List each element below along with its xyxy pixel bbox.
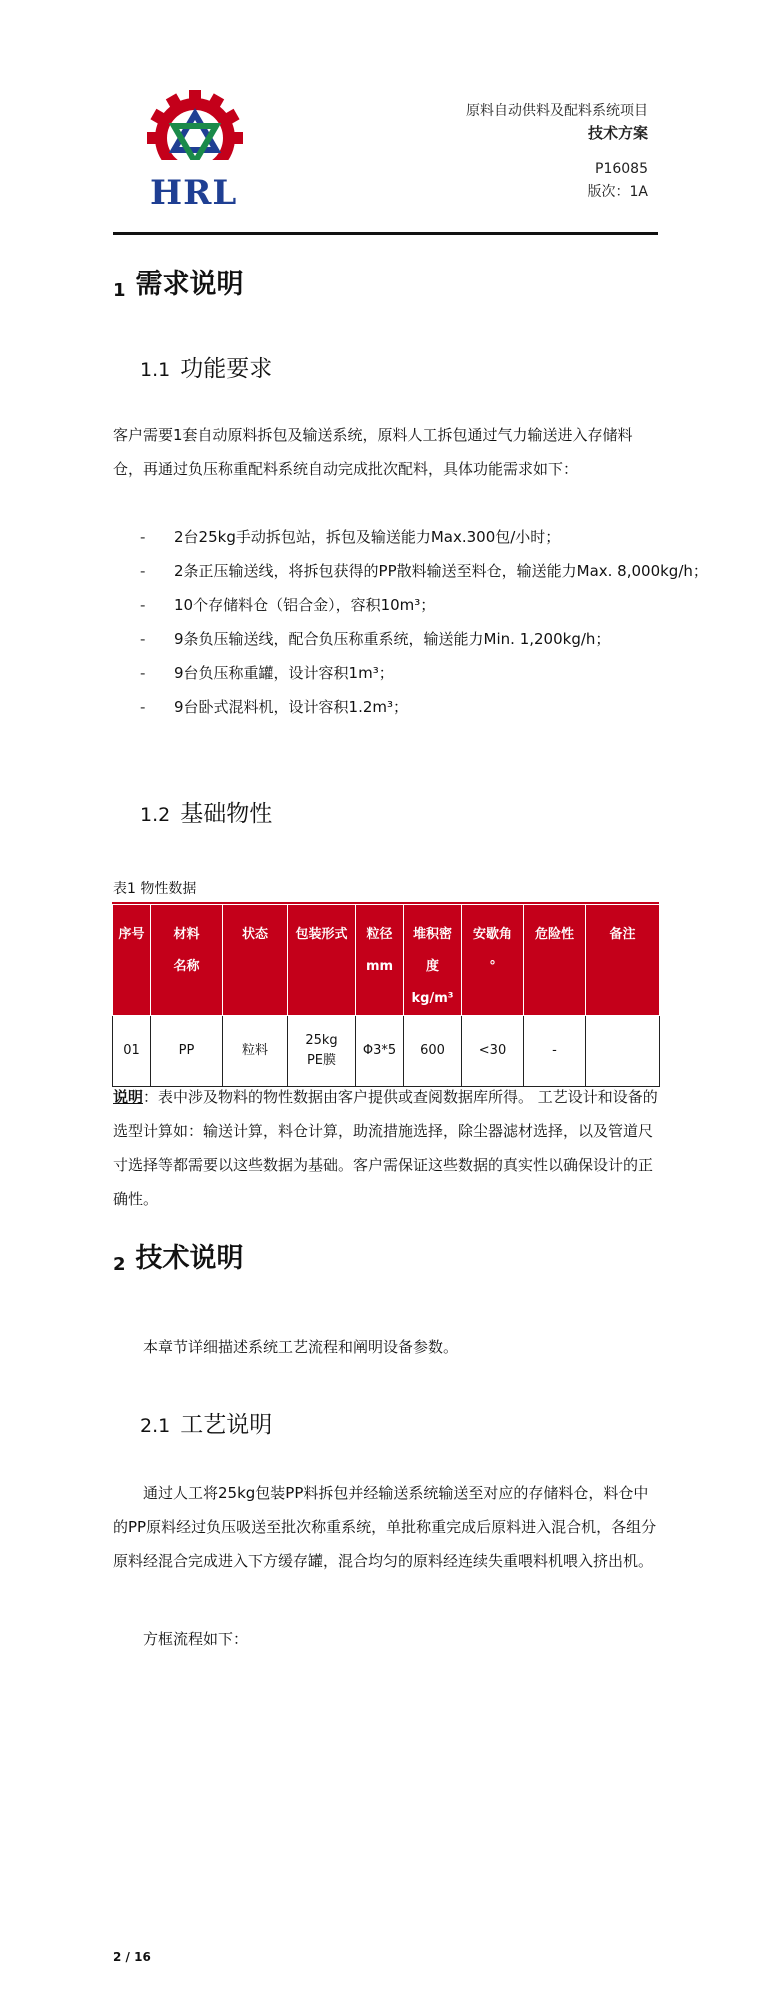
- section-title: 需求说明: [135, 269, 244, 300]
- column-header: 安歇角 °: [462, 905, 524, 1016]
- requirement-list: [140, 520, 708, 724]
- table-header-row: [113, 905, 660, 1016]
- section-title: 技术说明: [135, 1243, 244, 1274]
- list-dash: -: [140, 698, 146, 716]
- flow-label: 方框流程如下：: [143, 1630, 249, 1648]
- list-dash: -: [140, 596, 146, 614]
- table-row: [113, 1016, 660, 1087]
- list-item-text: 10个存储料仓（铝合金），容积10m³；: [174, 596, 436, 614]
- column-header: 材料 名称: [151, 905, 223, 1016]
- section-2-1-heading: [140, 1406, 272, 1439]
- section-2-heading: [113, 1236, 244, 1275]
- list-item: [140, 588, 708, 622]
- section-title: 工艺说明: [180, 1412, 273, 1438]
- list-dash: -: [140, 630, 146, 648]
- requirement-intro: 客户需要1套自动原料拆包及输送系统，原料人工拆包通过气力输送进入存储料仓，再通过负压称重配料系统自动完成批次配料，具体功能需求如下：: [113, 426, 633, 478]
- section-1-1-heading: [140, 350, 272, 383]
- doc-version: 版次：1A: [587, 184, 648, 200]
- section-number: 2: [113, 1254, 126, 1275]
- section-number: 1: [113, 280, 126, 301]
- cell-density: 600: [404, 1016, 462, 1087]
- properties-table: [112, 904, 660, 1087]
- section-number: 2.1: [140, 1415, 171, 1437]
- cell-remark: [586, 1016, 660, 1087]
- list-item-text: 2条正压输送线，将拆包获得的PP散料输送至料仓，输送能力Max. 8,000kg/h；: [174, 562, 708, 580]
- header-rule: [113, 232, 658, 235]
- section-2-intro: 本章节详细描述系统工艺流程和阐明设备参数。: [143, 1338, 459, 1356]
- cell-state: 粒料: [223, 1016, 288, 1087]
- table-caption: 表1 物性数据: [113, 881, 197, 897]
- page-number: 2 / 16: [113, 1950, 151, 1964]
- section-title: 基础物性: [180, 801, 273, 827]
- list-dash: -: [140, 528, 146, 546]
- list-dash: -: [140, 664, 146, 682]
- cell-material: PP: [151, 1016, 223, 1087]
- note-label: 说明: [113, 1088, 144, 1106]
- list-item: [140, 690, 708, 724]
- column-header: 状态: [223, 905, 288, 1016]
- process-description: 通过人工将25kg包装PP料拆包并经输送系统输送至对应的存储料仓，料仓中的PP原料经过负压吸送至批次称重系统，单批称重完成后原料进入混合机，各组分原料经混合完成进入下方缓存罐，混合均匀的原料经连续失重喂料机喂入挤出机。: [113, 1484, 657, 1570]
- cell-size: Φ3*5: [356, 1016, 404, 1087]
- doc-subtitle: 技术方案: [587, 124, 648, 142]
- project-title: 原料自动供料及配料系统项目: [466, 103, 648, 119]
- list-dash: -: [140, 562, 146, 580]
- note-text: ：表中涉及物料的物性数据由客户提供或查阅数据库所得。 工艺设计和设备的选型计算如：输送计算，料仓计算，助流措施选择，除尘器滤材选择，以及管道尺寸选择等都需要以这些数据为基础。客户需保证这些数据的真实性以确保设计的正确性。: [113, 1088, 658, 1208]
- cell-no: 01: [113, 1016, 151, 1087]
- column-header: 备注: [586, 905, 660, 1016]
- section-number: 1.2: [140, 804, 171, 826]
- section-1-2-heading: [140, 795, 272, 828]
- column-header: 包装形式: [288, 905, 356, 1016]
- list-item: [140, 622, 708, 656]
- cell-angle: <30: [462, 1016, 524, 1087]
- list-item-text: 9条负压输送线，配合负压称重系统，输送能力Min. 1,200kg/h；: [174, 630, 611, 648]
- column-header: 堆积密度 kg/m³: [404, 905, 462, 1016]
- table-note: [113, 1080, 661, 1216]
- column-header: 危险性: [524, 905, 586, 1016]
- list-item: [140, 656, 708, 690]
- doc-number: P16085: [595, 161, 648, 177]
- cell-hazard: -: [524, 1016, 586, 1087]
- list-item: [140, 520, 708, 554]
- column-header: 粒径 mm: [356, 905, 404, 1016]
- logo-text: HRL: [150, 173, 238, 213]
- cell-packing: 25kg PE膜: [288, 1016, 356, 1087]
- list-item: [140, 554, 708, 588]
- section-title: 功能要求: [180, 356, 273, 382]
- section-1-heading: [113, 262, 244, 301]
- section-number: 1.1: [140, 359, 171, 381]
- list-item-text: 9台负压称重罐，设计容积1m³；: [174, 664, 394, 682]
- list-item-text: 9台卧式混料机，设计容积1.2m³；: [174, 698, 409, 716]
- list-item-text: 2台25kg手动拆包站，拆包及输送能力Max.300包/小时；: [174, 528, 561, 546]
- column-header: 序号: [113, 905, 151, 1016]
